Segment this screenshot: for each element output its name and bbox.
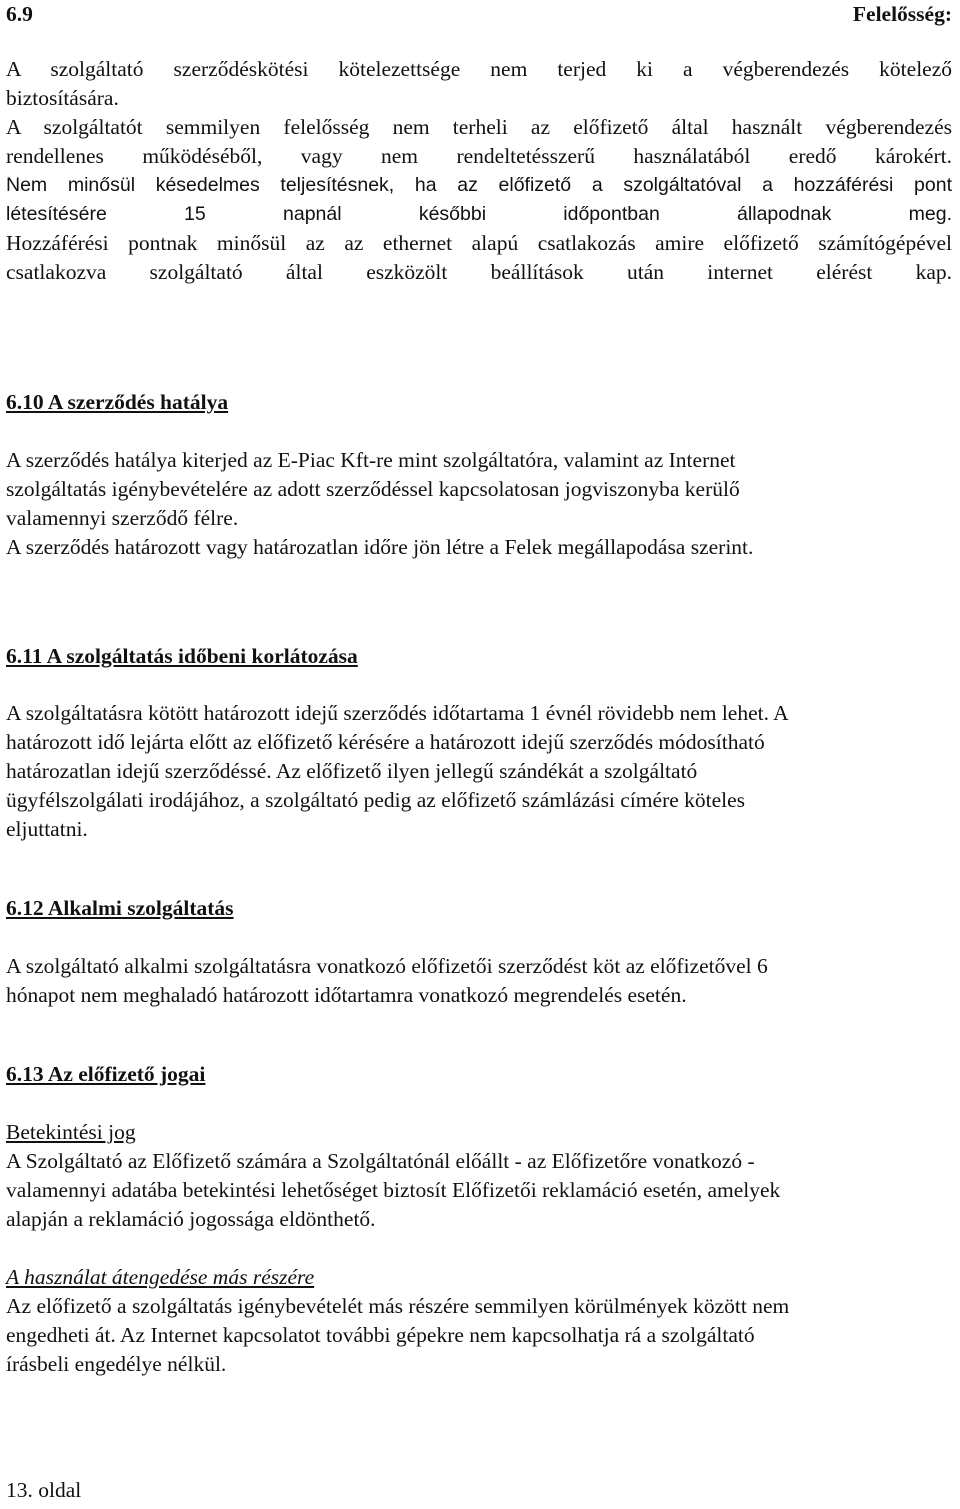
paragraph-line: A szolgáltató alkalmi szolgáltatásra vonatkozó előfizetői szerződést köt az előfizetővel 6 (6, 954, 768, 978)
section-number: 6.9 (6, 2, 33, 26)
paragraph-line: ügyfélszolgálati irodájához, a szolgáltató pedig az előfizető számlázási címére köteles (6, 788, 746, 812)
paragraph-line: hónapot nem meghaladó határozott időtartamra vonatkozó megrendelés esetén. (6, 983, 687, 1007)
paragraph-line: valamennyi adatába betekintési lehetőséget biztosít Előfizetői reklamáció esetén, amelyek (6, 1178, 781, 1202)
paragraph-line: csatlakozva szolgáltató által eszközölt beállítások után internet elérést kap. (6, 260, 952, 284)
paragraph-line: Az előfizető a szolgáltatás igénybevételét más részére semmilyen körülmények között nem (6, 1294, 790, 1318)
paragraph-line: Hozzáférési pontnak minősül az az ethernet alapú csatlakozás amire előfizető számítógépével (6, 231, 952, 255)
paragraph-line: A szolgáltatásra kötött határozott idejű szerződés időtartama 1 évnél rövidebb nem lehet. A (6, 701, 789, 725)
section-title: Felelősség: (852, 2, 952, 26)
paragraph-line: Nem minősül késedelmes teljesítésnek, ha az előfizető a szolgáltatóval a hozzáférési pont (6, 174, 952, 196)
paragraph-line: engedheti át. Az Internet kapcsolatot további gépekre nem kapcsolhatja rá a szolgáltató (6, 1323, 755, 1347)
paragraph-line: létesítésére 15 napnál későbbi időpontban állapodnak meg. (6, 203, 952, 225)
paragraph-line: biztosítására. (6, 86, 119, 110)
paragraph-line: A szolgáltatót semmilyen felelősség nem terheli az előfizető által használt végberendezés (6, 115, 952, 139)
paragraph-line: szolgáltatás igénybevételére az adott szerződéssel kapcsolatosan jogviszonyba kerülő (6, 477, 740, 501)
paragraph-line: határozatlan idejű szerződéssé. Az előfizető ilyen jellegű szándékát a szolgáltató (6, 759, 698, 783)
paragraph-line: eljuttatni. (6, 817, 88, 841)
subheading-transfer-of-use: A használat átengedése más részére (6, 1265, 315, 1289)
paragraph-line: alapján a reklamáció jogossága eldönthető. (6, 1207, 376, 1231)
page-number: 13. oldal (6, 1478, 82, 1502)
subheading-view-rights: Betekintési jog (6, 1120, 136, 1144)
section-heading: 6.11 A szolgáltatás időbeni korlátozása (6, 644, 358, 668)
section-heading: 6.10 A szerződés hatálya (6, 390, 229, 414)
paragraph-line: A szerződés határozott vagy határozatlan időre jön létre a Felek megállapodása szerint. (6, 535, 754, 559)
section-heading: 6.13 Az előfizető jogai (6, 1062, 206, 1086)
paragraph-line: A Szolgáltató az Előfizető számára a Szolgáltatónál előállt - az Előfizetőre vonatkozó - (6, 1149, 755, 1173)
section-heading: 6.12 Alkalmi szolgáltatás (6, 896, 234, 920)
paragraph-line: valamennyi szerződő félre. (6, 506, 239, 530)
paragraph-line: A szerződés hatálya kiterjed az E-Piac Kft-re mint szolgáltatóra, valamint az Internet (6, 448, 736, 472)
paragraph-line: rendellenes működéséből, vagy nem rendeltetésszerű használatából eredő károkért. (6, 144, 952, 168)
paragraph-line: határozott idő lejárta előtt az előfizető kérésére a határozott idejű szerződés módosítható (6, 730, 765, 754)
paragraph-line: írásbeli engedélye nélkül. (6, 1352, 227, 1376)
paragraph-line: A szolgáltató szerződéskötési kötelezettsége nem terjed ki a végberendezés kötelező (6, 57, 952, 81)
